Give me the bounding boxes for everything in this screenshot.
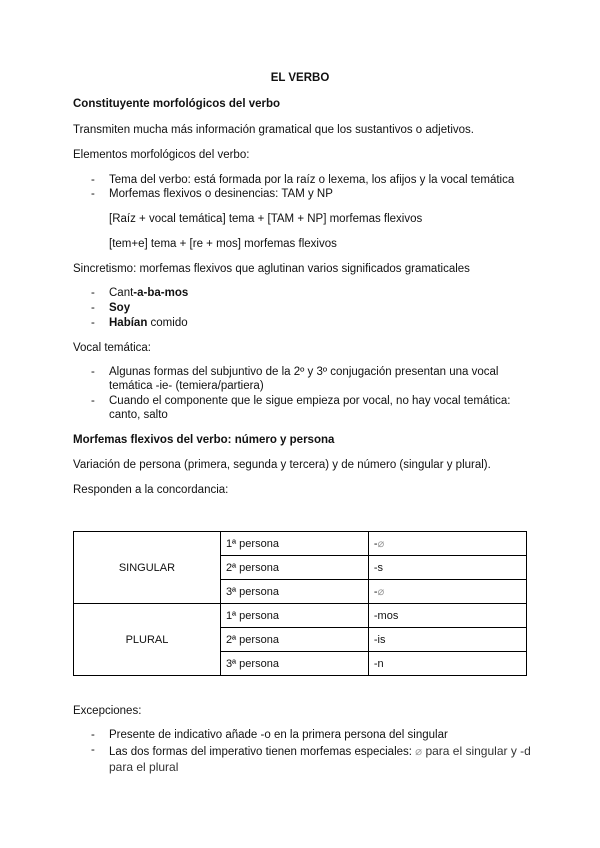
morfema-cell bbox=[368, 532, 526, 556]
list-dash: - bbox=[91, 287, 95, 299]
persona-cell: 1ª persona bbox=[220, 532, 368, 556]
page-title: EL VERBO bbox=[270, 72, 330, 84]
exception-text-tail: para el singular y -d bbox=[422, 744, 531, 758]
morfema-text: - bbox=[373, 538, 378, 550]
persona-cell: 3ª persona bbox=[220, 580, 368, 604]
morfema-cell: -s bbox=[368, 556, 526, 580]
list-dash: - bbox=[91, 317, 95, 329]
persona-cell: 2ª persona bbox=[220, 556, 368, 580]
paragraph-elementos: Elementos morfológicos del verbo: bbox=[73, 149, 250, 161]
list-dash: - bbox=[91, 302, 95, 314]
morfema-text: - bbox=[373, 586, 378, 598]
list-item-text: canto, salto bbox=[109, 409, 168, 421]
group-singular: SINGULAR bbox=[74, 532, 221, 604]
morfema-cell: -mos bbox=[368, 604, 526, 628]
paragraph-vocal: Vocal temática: bbox=[73, 342, 151, 354]
list-dash: - bbox=[91, 366, 95, 378]
list-item-text: temática -ie- (temiera/partiera) bbox=[109, 380, 264, 392]
list-item-text bbox=[109, 287, 188, 299]
list-dash: - bbox=[91, 395, 95, 407]
morfema-cell: -is bbox=[368, 628, 526, 652]
list-dash: - bbox=[91, 729, 95, 741]
list-item-text bbox=[109, 744, 531, 758]
list-item-text: Tema del verbo: está formada por la raíz o lexema, los afijos y la vocal temática bbox=[109, 174, 515, 186]
heading-morfemas: Morfemas flexivos del verbo: número y persona bbox=[73, 434, 335, 446]
paragraph-sincretismo: Sincretismo: morfemas flexivos que aglutinan varios significados gramaticales bbox=[73, 263, 470, 275]
example-suffix: -a-ba-mos bbox=[133, 287, 189, 299]
paragraph-responden: Responden a la concordancia: bbox=[73, 484, 229, 496]
example-root: Cant bbox=[109, 287, 134, 299]
heading-constituyentes: Constituyente morfológicos del verbo bbox=[73, 98, 281, 110]
persona-cell: 2ª persona bbox=[220, 628, 368, 652]
list-item-text bbox=[109, 317, 188, 329]
formula-1: [Raíz + vocal temática] tema + [TAM + NP] morfemas flexivos bbox=[109, 213, 423, 225]
morfema-cell: -n bbox=[368, 652, 526, 676]
example-bold: Habían bbox=[109, 317, 148, 329]
null-symbol-icon: ⌀ bbox=[377, 586, 385, 598]
list-item-text: Presente de indicativo añade -o en la primera persona del singular bbox=[109, 729, 448, 741]
paragraph-variacion: Variación de persona (primera, segunda y tercera) y de número (singular y plural). bbox=[73, 459, 491, 471]
concordance-table bbox=[73, 531, 527, 676]
exception-text: Las dos formas del imperativo tienen morfemas especiales: bbox=[109, 746, 416, 758]
list-item-text: Soy bbox=[109, 302, 131, 314]
list-item-text: Morfemas flexivos o desinencias: TAM y NP bbox=[109, 188, 333, 200]
group-plural: PLURAL bbox=[74, 604, 221, 676]
list-item-text: Cuando el componente que le sigue empieza por vocal, no hay vocal temática: bbox=[109, 395, 511, 407]
list-item-text: Algunas formas del subjuntivo de la 2º y 3º conjugación presentan una vocal bbox=[109, 366, 499, 378]
example-rest: comido bbox=[147, 317, 188, 329]
null-symbol-icon: ⌀ bbox=[377, 538, 385, 550]
list-dash: - bbox=[91, 744, 95, 756]
paragraph-transmiten: Transmiten mucha más información gramatical que los sustantivos o adjetivos. bbox=[73, 124, 474, 136]
table-row bbox=[74, 604, 527, 628]
morfema-cell bbox=[368, 580, 526, 604]
null-symbol-icon: ⌀ bbox=[415, 746, 423, 758]
persona-cell: 1ª persona bbox=[220, 604, 368, 628]
paragraph-excepciones: Excepciones: bbox=[73, 705, 142, 717]
persona-cell: 3ª persona bbox=[220, 652, 368, 676]
list-dash: - bbox=[91, 174, 95, 186]
formula-2: [tem+e] tema + [re + mos] morfemas flexivos bbox=[109, 238, 337, 250]
list-item-text: para el plural bbox=[109, 760, 179, 774]
list-dash: - bbox=[91, 188, 95, 200]
table-row bbox=[74, 532, 527, 556]
